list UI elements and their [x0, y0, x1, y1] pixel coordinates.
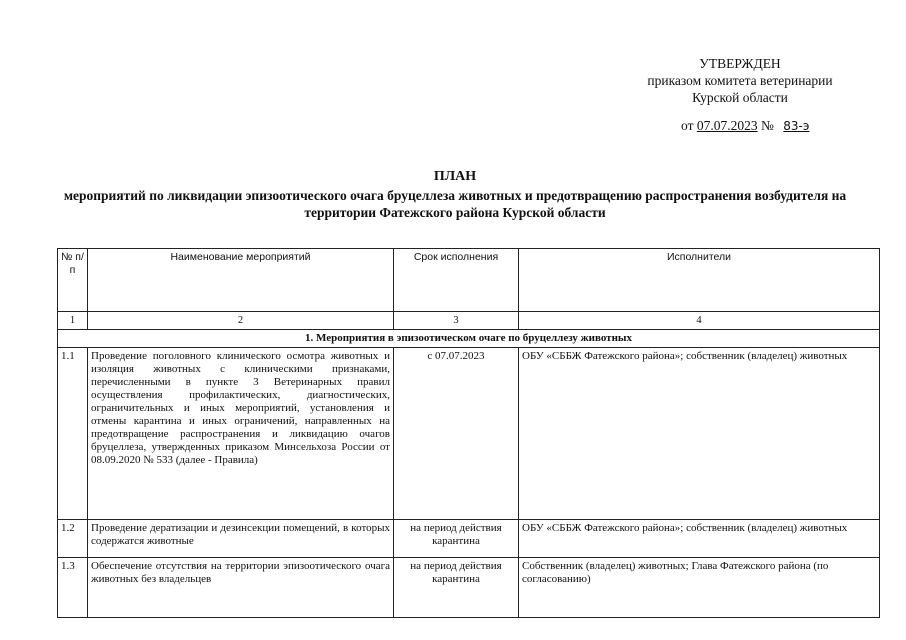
- column-number: 2: [88, 312, 394, 330]
- column-number-row: [58, 312, 880, 330]
- column-number: 3: [394, 312, 519, 330]
- row-executors: ОБУ «СББЖ Фатежского района»; собственник (владелец) животных: [519, 348, 880, 520]
- header-term: Срок исполнения: [394, 249, 519, 312]
- row-name: Проведение дератизации и дезинсекции помещений, в которых содержатся животные: [88, 520, 394, 558]
- row-number: 1.1: [58, 348, 88, 520]
- plan-table: [57, 248, 880, 618]
- row-term: на период действия карантина: [394, 520, 519, 558]
- order-date-number: [681, 118, 809, 134]
- row-name: Проведение поголовного клинического осмотра животных и изоляция животных с клиническими признаками, перечисленными в пункте 3 Ветеринарных правил осуществления профилактических, диагностических, ограничительных и иных мероприятий, установления и отмены карантина и иных ограничений, направленных на предотвращение распространения и ликвидацию очагов бруцеллеза, утвержденных приказом Минсельхоза России от 08.09.2020 № 533 (далее - Правила): [88, 348, 394, 520]
- order-date: 07.07.2023: [696, 118, 758, 133]
- row-term: на период действия карантина: [394, 558, 519, 618]
- column-number: 4: [519, 312, 880, 330]
- approval-line-1: УТВЕРЖДЕН: [699, 56, 781, 71]
- table-header-row: [58, 249, 880, 312]
- table-row: [58, 558, 880, 618]
- document-title: [60, 168, 850, 221]
- row-name: Обеспечение отсутствия на территории эпизоотического очага животных без владельцев: [88, 558, 394, 618]
- row-executors: ОБУ «СББЖ Фатежского района»; собственник (владелец) животных: [519, 520, 880, 558]
- column-number: 1: [58, 312, 88, 330]
- header-number: № п/п: [58, 249, 88, 312]
- order-date-prefix: от: [681, 118, 694, 133]
- order-number: 83-э: [783, 119, 810, 133]
- header-name: Наименование мероприятий: [88, 249, 394, 312]
- row-executors: Собственник (владелец) животных; Глава Фатежского района (по согласованию): [519, 558, 880, 618]
- approval-line-2: приказом комитета ветеринарии: [647, 73, 833, 88]
- section-row: [58, 330, 880, 348]
- order-number-sign: №: [760, 118, 774, 133]
- section-title: 1. Мероприятия в эпизоотическом очаге по бруцеллезу животных: [58, 330, 880, 348]
- approval-line-3: Курской области: [692, 90, 788, 105]
- header-executors: Исполнители: [519, 249, 880, 312]
- table-row: [58, 520, 880, 558]
- row-term: с 07.07.2023: [394, 348, 519, 520]
- table-row: [58, 348, 880, 520]
- title-subtitle: мероприятий по ликвидации эпизоотического очага бруцеллеза животных и предотвращению распространения возбудителя на территории Фатежского района Курской области: [63, 188, 847, 220]
- row-number: 1.2: [58, 520, 88, 558]
- title-heading: ПЛАН: [433, 169, 477, 184]
- approval-block: [620, 55, 860, 106]
- row-number: 1.3: [58, 558, 88, 618]
